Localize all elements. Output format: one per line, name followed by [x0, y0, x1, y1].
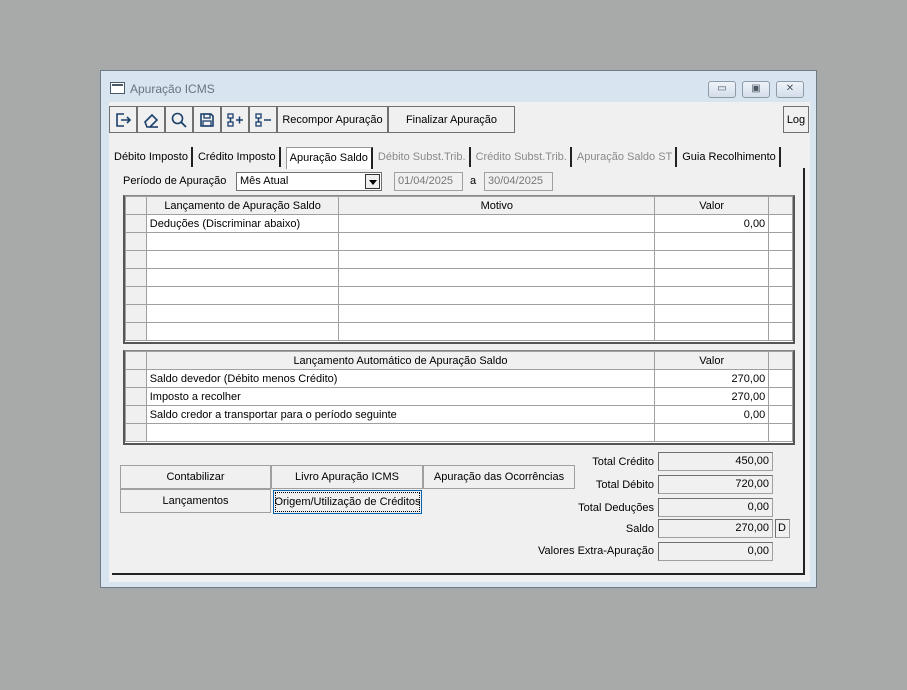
row-indicator-header — [126, 352, 147, 370]
table-cell[interactable] — [655, 305, 769, 323]
row-indicator[interactable] — [126, 424, 147, 442]
restore-icon: ▣ — [751, 83, 761, 94]
table-cell-filler — [769, 305, 793, 323]
table-cell[interactable] — [339, 305, 655, 323]
column-header[interactable]: Valor — [655, 197, 769, 215]
table-cell[interactable] — [655, 269, 769, 287]
recompor-apuracao-button[interactable]: Recompor Apuração — [277, 106, 388, 133]
log-button[interactable]: Log — [783, 106, 809, 133]
table-cell[interactable]: Deduções (Discriminar abaixo) — [146, 215, 339, 233]
table-cell[interactable] — [339, 287, 655, 305]
row-indicator-header — [126, 197, 147, 215]
table-cell[interactable]: Saldo devedor (Débito menos Crédito) — [146, 370, 655, 388]
column-header[interactable]: Motivo — [339, 197, 655, 215]
search-icon — [170, 111, 188, 129]
periodo-to-field[interactable]: 30/04/2025 — [484, 172, 553, 191]
table-row[interactable] — [126, 424, 793, 442]
table-cell[interactable] — [146, 251, 339, 269]
window-app-icon — [110, 82, 125, 94]
table-cell[interactable] — [655, 424, 769, 442]
table-cell[interactable] — [146, 233, 339, 251]
table-cell[interactable] — [339, 323, 655, 341]
row-indicator[interactable] — [126, 406, 147, 424]
save-button[interactable] — [193, 106, 221, 133]
row-indicator[interactable] — [126, 305, 147, 323]
table-cell-filler — [769, 370, 793, 388]
lancamento-automatico-grid[interactable] — [123, 350, 795, 445]
table-cell[interactable] — [339, 215, 655, 233]
apuracao-ocorrencias-button[interactable]: Apuração das Ocorrências — [423, 465, 575, 489]
table-cell[interactable] — [339, 251, 655, 269]
table-row[interactable] — [126, 305, 793, 323]
eraser-icon — [142, 111, 160, 129]
table-cell-filler — [769, 233, 793, 251]
row-indicator[interactable] — [126, 388, 147, 406]
save-icon — [198, 111, 216, 129]
table-cell[interactable] — [146, 424, 655, 442]
valores-extra-apuracao-label: Valores Extra-Apuração — [538, 545, 654, 557]
table-cell-filler — [769, 406, 793, 424]
column-header[interactable]: Valor — [655, 352, 769, 370]
tab-apuracao-saldo-st[interactable]: Apuração Saldo ST — [574, 147, 677, 167]
minimize-button[interactable] — [708, 81, 736, 98]
column-header-filler — [769, 197, 793, 215]
table-cell[interactable] — [339, 269, 655, 287]
table-cell[interactable] — [146, 269, 339, 287]
table-cell[interactable] — [146, 323, 339, 341]
tab-credito-imposto[interactable]: Crédito Imposto — [195, 147, 281, 167]
close-icon: ✕ — [785, 83, 795, 94]
saldo-flag-field: D — [775, 519, 790, 538]
saldo-label: Saldo — [625, 523, 654, 535]
table-cell[interactable] — [655, 233, 769, 251]
lancamento-apuracao-grid[interactable] — [123, 195, 795, 344]
table-row[interactable] — [126, 287, 793, 305]
table-row[interactable] — [126, 251, 793, 269]
tab-guia-recolhimento[interactable]: Guia Recolhimento — [679, 147, 781, 167]
row-indicator[interactable] — [126, 323, 147, 341]
table-row[interactable] — [126, 323, 793, 341]
valores-extra-apuracao-field: 0,00 — [658, 542, 773, 561]
exit-button[interactable] — [109, 106, 137, 133]
total-deducoes-label: Total Deduções — [578, 502, 654, 514]
row-indicator[interactable] — [126, 370, 147, 388]
table-cell[interactable]: Imposto a recolher — [146, 388, 655, 406]
row-indicator[interactable] — [126, 233, 147, 251]
table-cell[interactable] — [146, 287, 339, 305]
tab-apuracao-saldo[interactable]: Apuração Saldo — [286, 147, 373, 169]
table-row[interactable] — [126, 269, 793, 287]
restore-button[interactable] — [742, 81, 770, 98]
tab-debito-imposto[interactable]: Débito Imposto — [111, 147, 193, 167]
add-row-icon — [226, 111, 244, 129]
finalizar-apuracao-button[interactable]: Finalizar Apuração — [388, 106, 515, 133]
table-cell[interactable]: Saldo credor a transportar para o período seguinte — [146, 406, 655, 424]
row-indicator[interactable] — [126, 215, 147, 233]
livro-apuracao-button[interactable]: Livro Apuração ICMS — [271, 465, 423, 489]
periodo-from-field[interactable]: 01/04/2025 — [394, 172, 463, 191]
table-row[interactable] — [126, 233, 793, 251]
table-row[interactable] — [126, 370, 793, 388]
table-cell[interactable]: 0,00 — [655, 215, 769, 233]
column-header[interactable]: Lançamento Automático de Apuração Saldo — [146, 352, 655, 370]
origem-utilizacao-creditos-button[interactable]: Origem/Utilização de Créditos — [273, 490, 422, 514]
tab-debito-subst-trib[interactable]: Débito Subst.Trib. — [375, 147, 471, 167]
remove-row-button[interactable] — [249, 106, 277, 133]
table-cell-filler — [769, 323, 793, 341]
table-row[interactable] — [126, 388, 793, 406]
column-header-filler — [769, 352, 793, 370]
tab-strip — [111, 147, 783, 169]
table-cell[interactable] — [146, 305, 339, 323]
row-indicator[interactable] — [126, 287, 147, 305]
total-debito-label: Total Débito — [595, 479, 654, 491]
add-row-button[interactable] — [221, 106, 249, 133]
table-cell-filler — [769, 251, 793, 269]
periodo-select-value: Mês Atual — [240, 175, 289, 187]
tab-credito-subst-trib[interactable]: Crédito Subst.Trib. — [473, 147, 572, 167]
table-cell[interactable] — [655, 287, 769, 305]
contabilizar-button[interactable]: Contabilizar — [120, 465, 271, 489]
total-credito-field: 450,00 — [658, 452, 773, 471]
periodo-select[interactable] — [236, 172, 382, 191]
lancamentos-button[interactable]: Lançamentos — [120, 489, 271, 513]
row-indicator[interactable] — [126, 251, 147, 269]
periodo-label: Período de Apuração — [123, 175, 227, 187]
exit-icon — [114, 111, 132, 129]
periodo-separator: a — [470, 175, 477, 187]
table-row[interactable] — [126, 215, 793, 233]
total-credito-label: Total Crédito — [592, 456, 654, 468]
table-cell[interactable] — [655, 251, 769, 269]
table-cell-filler — [769, 269, 793, 287]
total-debito-field: 720,00 — [658, 475, 773, 494]
remove-row-icon — [254, 111, 272, 129]
table-cell-filler — [769, 388, 793, 406]
table-cell[interactable]: 270,00 — [655, 370, 769, 388]
table-cell[interactable]: 270,00 — [655, 388, 769, 406]
saldo-field: 270,00 — [658, 519, 773, 538]
table-cell[interactable] — [655, 323, 769, 341]
row-indicator[interactable] — [126, 269, 147, 287]
title-bar[interactable] — [101, 71, 816, 101]
eraser-button[interactable] — [137, 106, 165, 133]
column-header[interactable]: Lançamento de Apuração Saldo — [146, 197, 339, 215]
window-title: Apuração ICMS — [130, 82, 215, 96]
search-button[interactable] — [165, 106, 193, 133]
chevron-down-icon[interactable] — [365, 174, 380, 189]
table-cell-filler — [769, 287, 793, 305]
table-cell-filler — [769, 215, 793, 233]
close-button[interactable] — [776, 81, 804, 98]
minimize-icon: ▭ — [717, 83, 727, 94]
table-cell[interactable] — [339, 233, 655, 251]
table-cell-filler — [769, 424, 793, 442]
total-deducoes-field: 0,00 — [658, 498, 773, 517]
table-row[interactable] — [126, 406, 793, 424]
table-cell[interactable]: 0,00 — [655, 406, 769, 424]
